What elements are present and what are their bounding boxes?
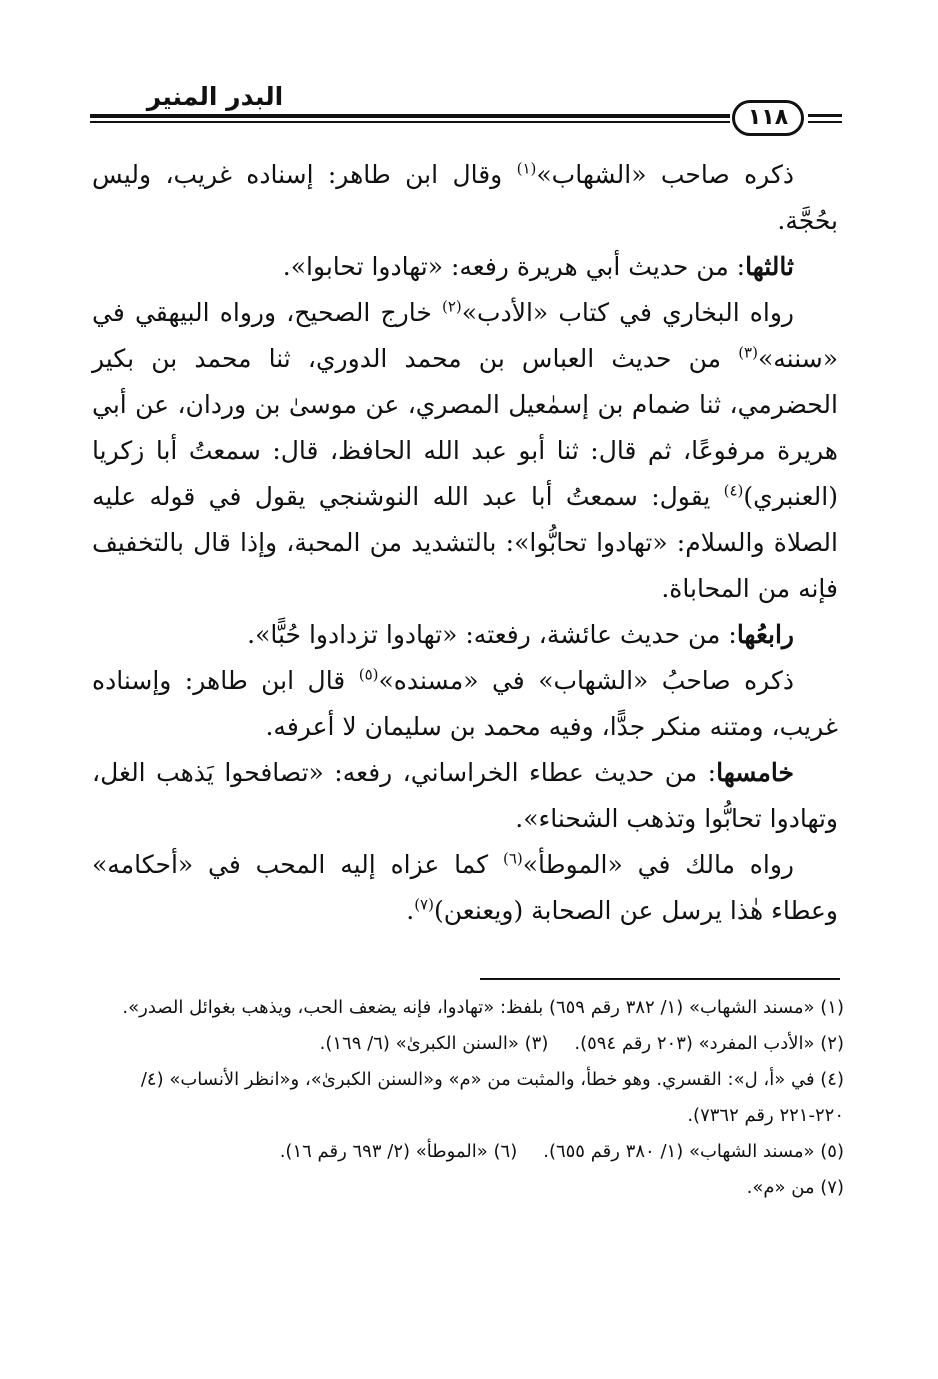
text-run: من حديث العباس بن محمد الدوري، ثنا محمد بن بكير الحضرمي، ثنا ضمام بن إسمٰعيل المصري، عن موسىٰ بن وردان، عن أبي هريرة مرفوعًا، ثم قال: ثنا أبو عبد الله الحافظ، قال: سمعتُ أبا زكريا (العنبري) [92, 344, 838, 511]
text-run: قال ابن طاهر: وإسناده غريب، ومتنه منكر جدًّا، وفيه محمد بن سليمان لا أعرفه. [92, 666, 838, 741]
page-number: ١١٨ [732, 100, 804, 136]
footnote: (٣) «السنن الكبرىٰ» (٦/ ١٦٩). [319, 1033, 549, 1054]
footnote-marker: (٣) [738, 343, 758, 362]
footnote-marker: (١) [516, 159, 537, 178]
footnote-marker: (٦) [502, 849, 523, 868]
footnotes [80, 990, 844, 1206]
header-rule [90, 114, 730, 118]
footnote: (٤) في «أ، ل»: القسري. وهو خطأ، والمثبت من «م» و«السنن الكبرىٰ»، و«انظر الأنساب» (٤/ ٢٢٠-٢٢١ رقم ٧٣٦٢). [140, 1069, 844, 1126]
footnote-separator [480, 978, 840, 980]
footnote: (٢) «الأدب المفرد» (٢٠٣ رقم ٥٩٤). [574, 1033, 844, 1054]
footnote: (٦) «الموطأ» (٢/ ٦٩٣ رقم ١٦). [279, 1141, 518, 1162]
paragraph [92, 612, 838, 658]
text-run: يقول: سمعتُ أبا عبد الله النوشنجي يقول في قوله عليه الصلاة والسلام: «تهادوا تحابُّوا»: بالتشديد من المحبة، وإذا قال بالتخفيف فإنه من المحاباة. [92, 482, 838, 603]
text-run: كما عزاه إليه المحب في «أحكامه» وعطاء هٰذا يرسل عن الصحابة (ويعنعن) [92, 850, 838, 925]
paragraph [92, 244, 838, 290]
footnote-line [80, 1134, 844, 1170]
text-run: ذكره صاحبُ «الشهاب» في «مسنده» [378, 666, 794, 695]
header-rule-tail [808, 114, 842, 117]
paragraph [92, 658, 838, 750]
footnote-marker: (٤) [723, 481, 744, 500]
paragraph [92, 842, 838, 934]
main-text [92, 152, 838, 934]
text-run: : من حديث أبي هريرة رفعه: «تهادوا تحابوا». [282, 252, 746, 281]
text-run: رواه البخاري في كتاب «الأدب» [461, 298, 794, 327]
section-lead: خامسها [716, 758, 794, 787]
paragraph [92, 290, 838, 612]
text-run: رواه مالك في «الموطأ» [522, 850, 794, 879]
text-run: ذكره صاحب «الشهاب» [536, 160, 794, 189]
text-run: . [406, 896, 415, 925]
paragraph [92, 750, 838, 842]
footnote: (٥) «مسند الشهاب» (١/ ٣٨٠ رقم ٦٥٥). [543, 1141, 844, 1162]
footnote: (١) «مسند الشهاب» (١/ ٣٨٢ رقم ٦٥٩) بلفظ: «تهادوا، فإنه يضعف الحب، ويذهب بغوائل الصدر». [122, 997, 844, 1018]
footnote-marker: (٥) [358, 665, 379, 684]
running-header-title: البدر المنير [146, 82, 284, 111]
paragraph [92, 152, 838, 244]
text-run: : من حديث عائشة، رفعته: «تهادوا تزدادوا حُبًّا». [247, 620, 737, 649]
text-run: خارج الصحيح، ورواه البيهقي في «سننه» [92, 298, 838, 373]
header-rule-tail [808, 121, 842, 123]
footnote-marker: (٧) [414, 895, 434, 914]
section-lead: ثالثها [745, 252, 794, 281]
text-run: وقال ابن طاهر: إسناده غريب، وليس بحُجَّة. [92, 160, 838, 235]
text-run: : من حديث عطاء الخراساني، رفعه: «تصافحوا يَذهب الغل، وتهادوا تحابُّوا وتذهب الشحناء». [92, 758, 838, 833]
header-rule [90, 121, 730, 123]
footnote: (٧) من «م». [746, 1177, 844, 1198]
section-lead: رابعُها [736, 620, 794, 649]
footnote-line [80, 1026, 844, 1062]
footnote-marker: (٢) [441, 297, 462, 316]
